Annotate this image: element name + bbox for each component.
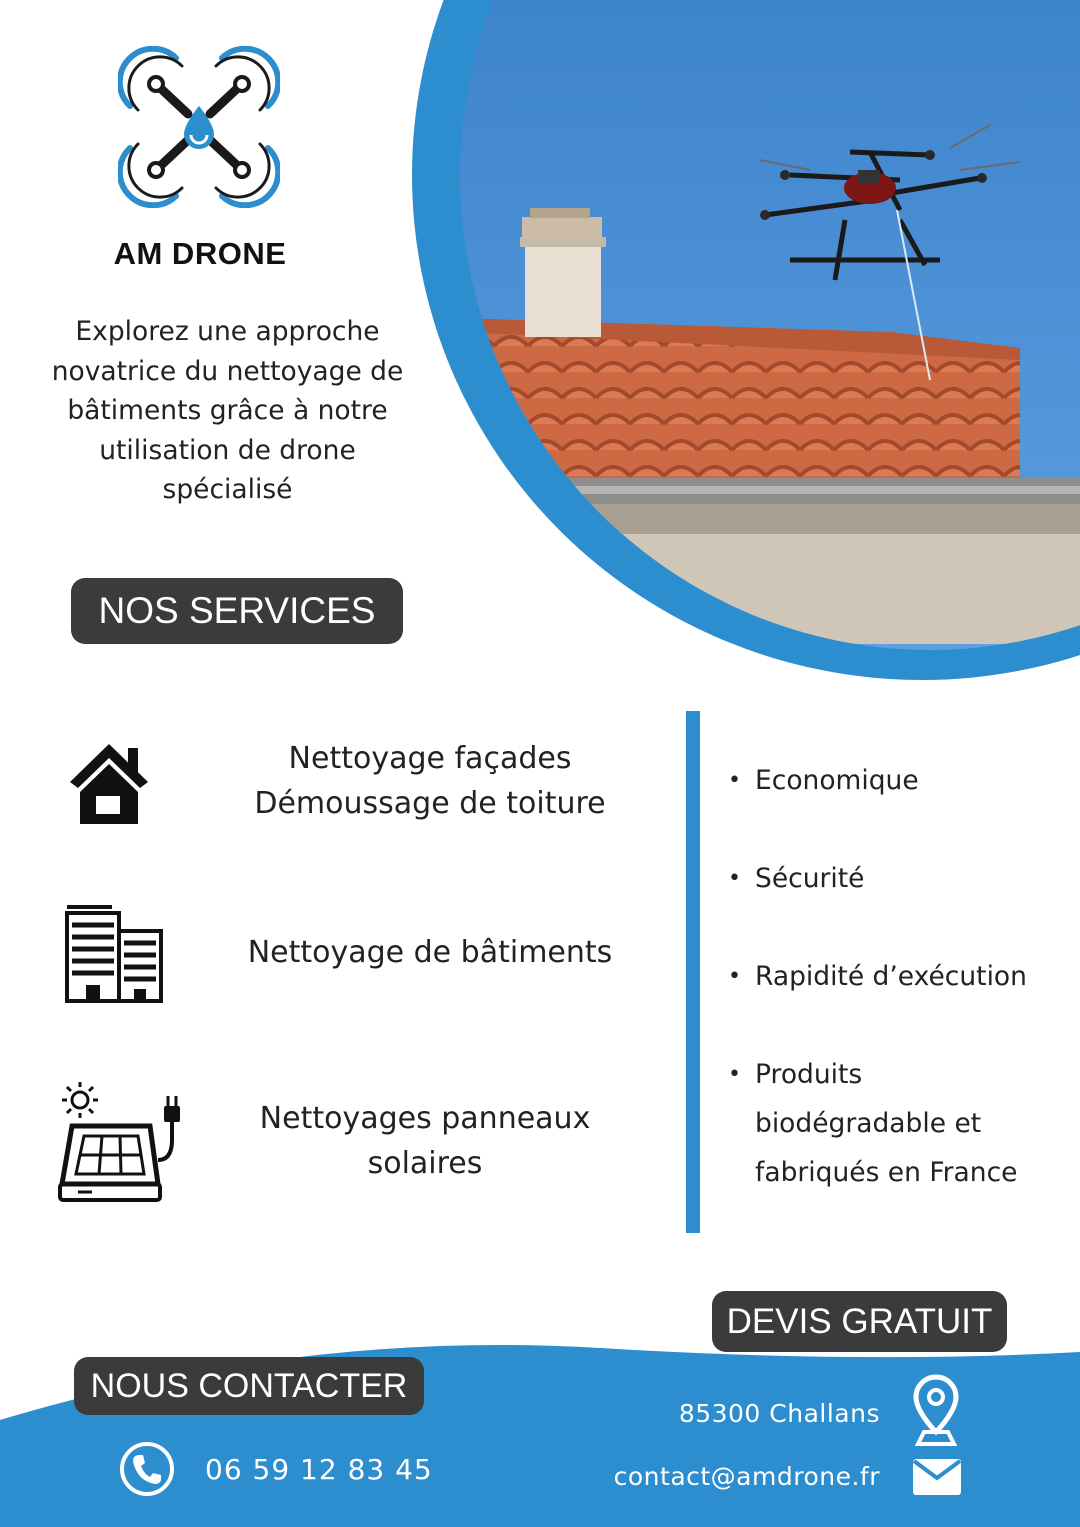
service-facades-line1: Nettoyage façades (288, 741, 572, 776)
advantage-item: • Rapidité d’exécution (728, 961, 1027, 992)
hero-photo-drone-roof (460, 0, 1080, 650)
tagline: Explorez une approche novatrice du nettoyage de bâtiments grâce à notre utilisation de drone spécialisé (51, 316, 404, 505)
advantage-item: • Sécurité (728, 863, 865, 894)
service-batiments (215, 930, 645, 975)
buildings-icon (64, 905, 164, 1005)
service-facades-line2: Démoussage de toiture (254, 786, 606, 821)
house-icon (68, 740, 150, 826)
phone-number[interactable]: 06 59 12 83 45 (205, 1453, 433, 1486)
email-address[interactable]: contact@amdrone.fr (613, 1462, 880, 1491)
drone-logo-icon (118, 46, 280, 208)
contact-heading: NOUS CONTACTER (74, 1357, 424, 1415)
service-panneaux-line2: solaires (367, 1146, 483, 1181)
blue-divider (686, 711, 700, 1233)
service-panneaux (215, 1096, 635, 1186)
advantage-item: • Economique (728, 765, 919, 796)
services-heading: NOS SERVICES (71, 578, 403, 644)
advantage-item: • Produits biodégradable et fabriqués en France (728, 1059, 1018, 1188)
service-batiments-line1: Nettoyage de bâtiments (247, 935, 613, 970)
devis-gratuit-button[interactable]: DEVIS GRATUIT (712, 1291, 1007, 1352)
solar-panel-icon (58, 1080, 188, 1204)
brand-name: AM DRONE (113, 236, 287, 271)
address-city: 85300 Challans (678, 1399, 880, 1428)
service-panneaux-line1: Nettoyages panneaux (259, 1101, 591, 1136)
service-facades (225, 736, 635, 826)
